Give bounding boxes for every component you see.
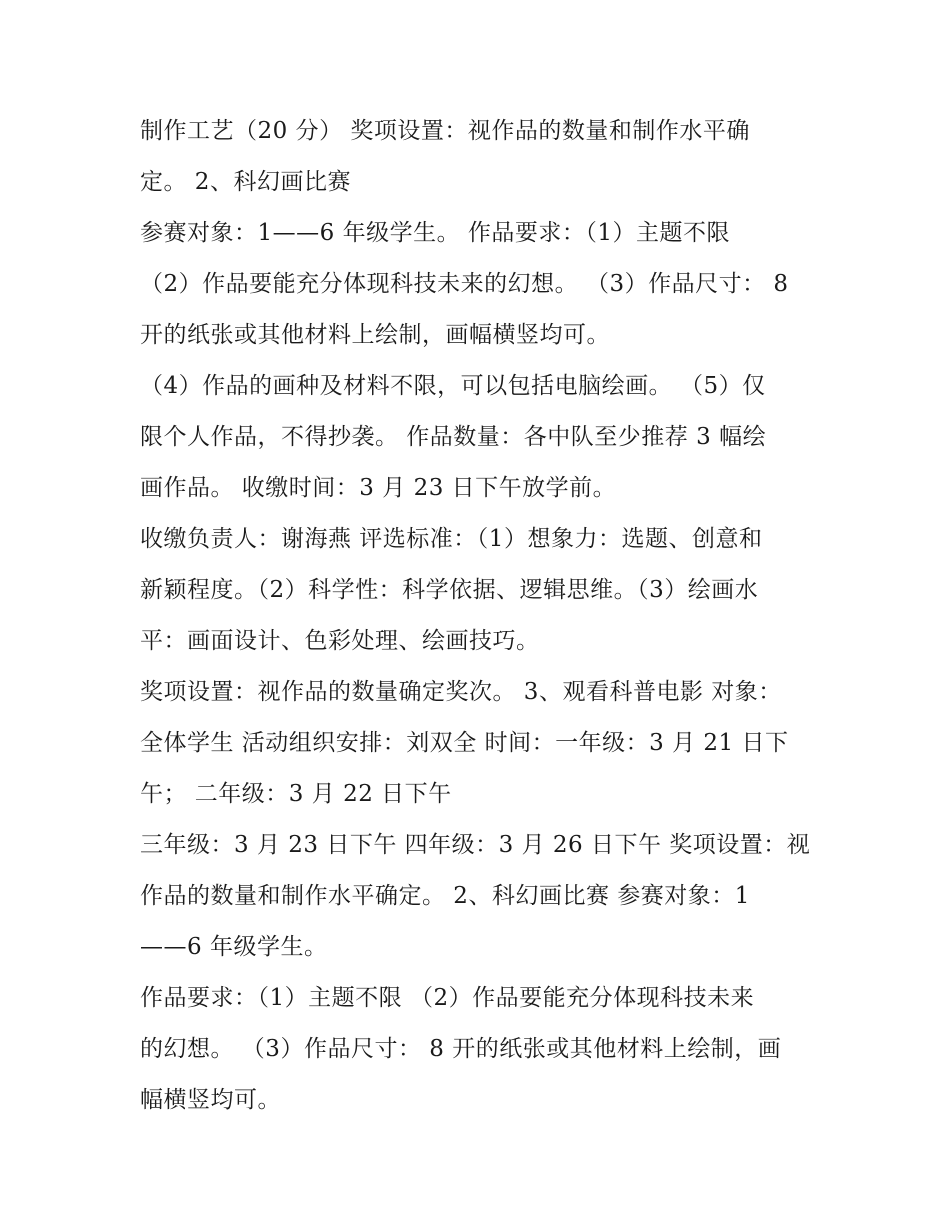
text-line: 作品的数量和制作水平确定。 2、科幻画比赛 参赛对象：1	[140, 883, 750, 909]
text-line: 奖项设置：视作品的数量确定奖次。 3、观看科普电影 对象：	[140, 679, 782, 705]
text-line: ——6 年级学生。	[140, 934, 328, 960]
text-line: 午； 二年级：3 月 22 日下午	[140, 781, 452, 807]
text-line: 画作品。 收缴时间：3 月 23 日下午放学前。	[140, 475, 617, 501]
text-line: 收缴负责人：谢海燕 评选标准：（1）想象力：选题、创意和	[140, 526, 763, 552]
text-line: （2）作品要能充分体现科技未来的幻想。 （3）作品尺寸： 8	[140, 271, 789, 297]
text-line: 幅横竖均可。	[140, 1087, 281, 1113]
document-body	[140, 106, 820, 1126]
text-line: 限个人作品，不得抄袭。 作品数量：各中队至少推荐 3 幅绘	[140, 424, 767, 450]
text-line: 制作工艺（20 分） 奖项设置：视作品的数量和制作水平确	[140, 118, 750, 144]
text-line: 定。 2、科幻画比赛	[140, 169, 351, 195]
text-line: 平：画面设计、色彩处理、绘画技巧。	[140, 628, 540, 654]
text-line: 全体学生 活动组织安排：刘双全 时间：一年级：3 月 21 日下	[140, 730, 789, 756]
text-line: 开的纸张或其他材料上绘制，画幅横竖均可。	[140, 322, 610, 348]
text-line: 三年级：3 月 23 日下午 四年级：3 月 26 日下午 奖项设置：视	[140, 832, 811, 858]
text-line: 参赛对象：1——6 年级学生。 作品要求：（1）主题不限	[140, 220, 731, 246]
text-line: 作品要求：（1）主题不限 （2）作品要能充分体现科技未来	[140, 985, 755, 1011]
text-line: 新颖程度。（2）科学性：科学依据、逻辑思维。（3）绘画水	[140, 577, 759, 603]
text-line: 的幻想。 （3）作品尺寸： 8 开的纸张或其他材料上绘制，画	[140, 1036, 782, 1062]
text-line: （4）作品的画种及材料不限，可以包括电脑绘画。 （5）仅	[140, 373, 766, 399]
